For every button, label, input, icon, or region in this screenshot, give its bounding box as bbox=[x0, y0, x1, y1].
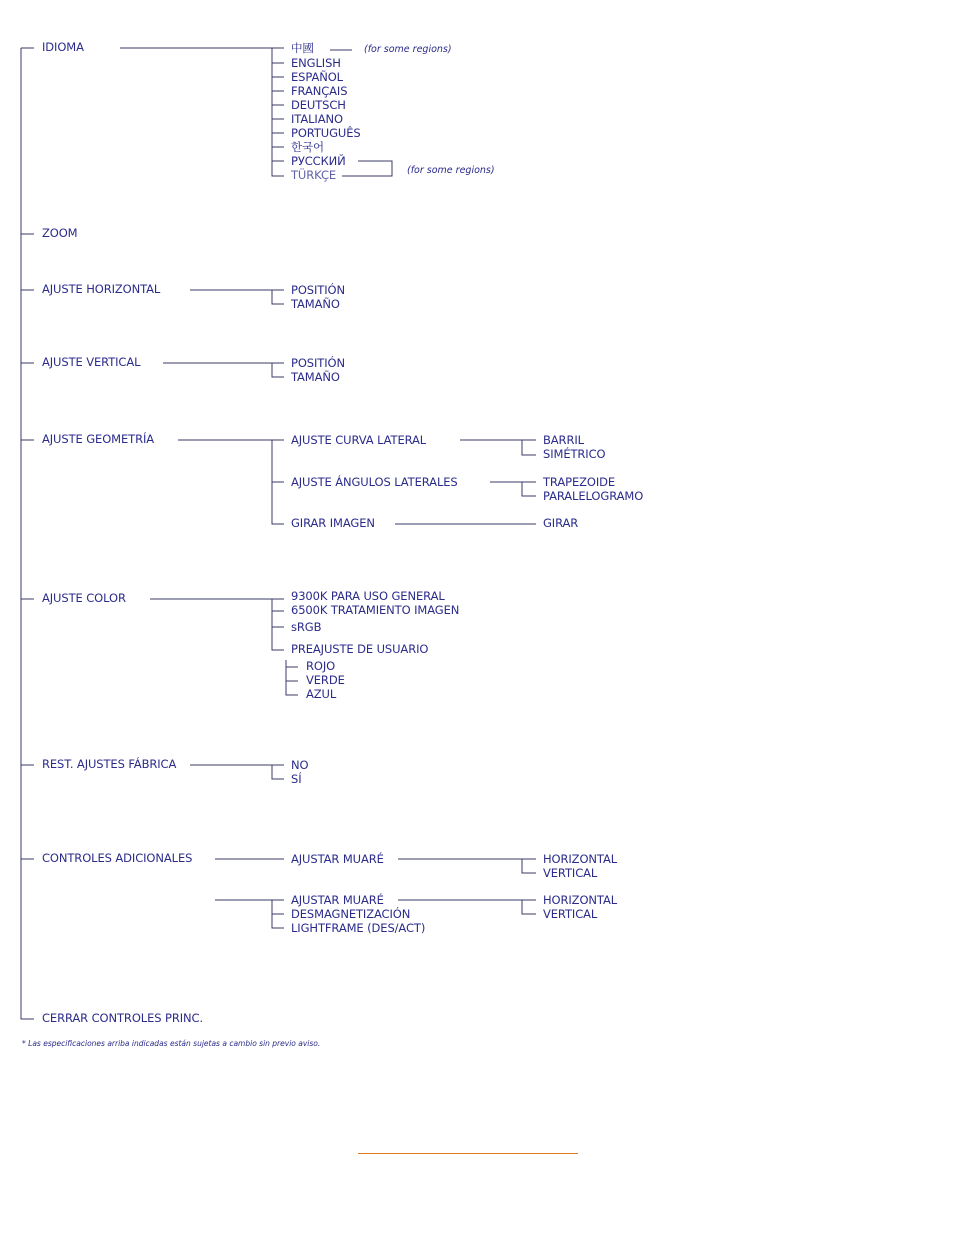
geometria-angulos-laterales: AJUSTE ÁNGULOS LATERALES bbox=[291, 475, 458, 489]
user-preset-option: ROJO bbox=[306, 659, 336, 673]
curva-option: BARRIL bbox=[543, 433, 584, 447]
color-option: sRGB bbox=[291, 620, 322, 634]
menu-ajuste-vertical: AJUSTE VERTICAL bbox=[42, 355, 141, 369]
menu-rest-ajustes-fabrica: REST. AJUSTES FÁBRICA bbox=[42, 757, 177, 771]
menu-zoom: ZOOM bbox=[42, 226, 78, 240]
color-option: 6500K TRATAMIENTO IMAGEN bbox=[291, 603, 460, 617]
idioma-option: FRANÇAIS bbox=[291, 84, 348, 98]
color-option: 9300K PARA USO GENERAL bbox=[291, 589, 445, 603]
girar-option: GIRAR bbox=[543, 516, 579, 530]
vertical-option: POSITIÓN bbox=[291, 356, 345, 370]
idioma-option: РУССКИЙ bbox=[291, 154, 346, 168]
main-trunk-line bbox=[21, 48, 34, 1019]
controles-group2-item: LIGHTFRAME (DES/ACT) bbox=[291, 921, 426, 935]
idioma-option: PORTUGUÊS bbox=[291, 126, 361, 140]
geometria-curva-lateral: AJUSTE CURVA LATERAL bbox=[291, 433, 427, 447]
idioma-option: 한국어 bbox=[291, 140, 325, 154]
menu-idioma: IDIOMA bbox=[42, 40, 84, 54]
menu-ajuste-horizontal: AJUSTE HORIZONTAL bbox=[42, 282, 161, 296]
horizontal-option: TAMAÑO bbox=[291, 297, 340, 311]
idioma-regions-bracket bbox=[342, 161, 392, 176]
angulos-option: TRAPEZOIDE bbox=[543, 475, 616, 489]
muare-2-option: VERTICAL bbox=[543, 907, 598, 921]
idioma-option: ESPAÑOL bbox=[291, 70, 343, 84]
user-preset-branch bbox=[286, 660, 298, 695]
muare-option: VERTICAL bbox=[543, 866, 598, 880]
angulos-option: PARALELOGRAMO bbox=[543, 489, 644, 503]
controles-ajustar-muare: AJUSTAR MUARÉ bbox=[291, 852, 384, 866]
user-preset-option: AZUL bbox=[306, 687, 337, 701]
menu-controles-adicionales: CONTROLES ADICIONALES bbox=[42, 851, 193, 865]
menu-cerrar-controles: CERRAR CONTROLES PRINC. bbox=[42, 1011, 204, 1025]
controles-group2-item: DESMAGNETIZACIÓN bbox=[291, 907, 411, 921]
idioma-branch bbox=[272, 48, 284, 176]
muare-2-option: HORIZONTAL bbox=[543, 893, 618, 907]
geometria-girar-imagen: GIRAR IMAGEN bbox=[291, 516, 375, 530]
menu-ajuste-geometria: AJUSTE GEOMETRÍA bbox=[42, 432, 155, 446]
idioma-option: TÜRKÇE bbox=[291, 168, 337, 182]
user-preset-option: VERDE bbox=[306, 673, 345, 687]
muare-option: HORIZONTAL bbox=[543, 852, 618, 866]
horizontal-option: POSITIÓN bbox=[291, 283, 345, 297]
idioma-option: DEUTSCH bbox=[291, 98, 346, 112]
page-link-underline[interactable] bbox=[358, 1153, 578, 1154]
idioma-regions-note: (for some regions) bbox=[407, 165, 495, 176]
rest-option: SÍ bbox=[291, 772, 302, 786]
footnote: * Las especificaciones arriba indicadas están sujetas a cambio sin previo aviso. bbox=[22, 1039, 321, 1048]
color-option-preajuste-usuario: PREAJUSTE DE USUARIO bbox=[291, 642, 429, 656]
idioma-option: ITALIANO bbox=[291, 112, 343, 126]
idioma-option: ENGLISH bbox=[291, 56, 341, 70]
menu-ajuste-color: AJUSTE COLOR bbox=[42, 591, 126, 605]
idioma-note: (for some regions) bbox=[364, 44, 452, 55]
rest-option: NO bbox=[291, 758, 309, 772]
controles-group2-item: AJUSTAR MUARÉ bbox=[291, 893, 384, 907]
curva-option: SIMÉTRICO bbox=[543, 447, 606, 461]
idioma-option: 中國 bbox=[291, 41, 314, 55]
vertical-option: TAMAÑO bbox=[291, 370, 340, 384]
